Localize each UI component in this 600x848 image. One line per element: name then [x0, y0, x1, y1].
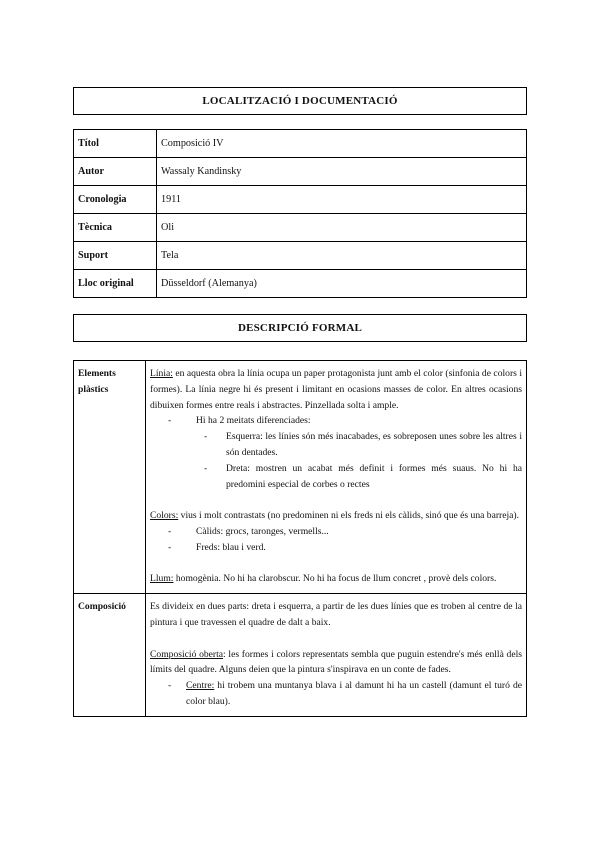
colors-text: vius i molt contrastats (no predominen ni els freds ni els càlids, sinó que és una barreja).: [178, 510, 520, 522]
info-label: Lloc original: [74, 270, 157, 298]
description-table: [73, 360, 527, 717]
info-label: Suport: [74, 242, 157, 270]
composicio-intro: Es divideix en dues parts: dreta i esquerra, a partir de les dues línies que es troben al centre de la pintura i que travessen el quadre de dalt a baix.: [150, 601, 522, 628]
info-value: Composició IV: [157, 130, 527, 158]
info-table: [73, 129, 527, 298]
list-item: - Freds: blau i verd.: [150, 540, 522, 556]
info-label: Cronologia: [74, 186, 157, 214]
colors-title: Colors:: [150, 510, 179, 522]
info-label: Autor: [74, 158, 157, 186]
info-label: Títol: [74, 130, 157, 158]
linia-text: en aquesta obra la línia ocupa un paper protagonista junt amb el color (sinfonia de colors i formes). La línia negre hi és present i limitant en ocasions masses de color. En altres ocasions dibuixen formes entre reals i abstractes. Pinzellada solta i ample.: [150, 368, 522, 411]
info-value: 1911: [157, 186, 527, 214]
list-item: - Esquerra: les línies són més inacabades, es sobreposen unes sobre les altres i són dentades.: [150, 429, 522, 461]
oberta-title: Composició oberta: [150, 648, 224, 660]
table-row: [74, 130, 527, 158]
list-item: - Dreta: mostren un acabat més definit i formes més suaus. No hi ha predomini especial de corbes o rectes: [150, 461, 522, 493]
list-item: - Hi ha 2 meitats diferenciades:: [150, 413, 522, 429]
info-value: Oli: [157, 214, 527, 242]
llum-text: homogènia. No hi ha clarobscur. No hi ha focus de llum concret , provè dels colors.: [173, 573, 497, 585]
table-row: [74, 186, 527, 214]
centre-text: hi trobem una muntanya blava i al damunt hi ha un castell (damunt el turó de color blau).: [186, 680, 522, 707]
composicio-content: [146, 594, 527, 717]
info-label: Tècnica: [74, 214, 157, 242]
info-value: Tela: [157, 242, 527, 270]
list-item: - Càlids: grocs, taronges, vermells...: [150, 524, 522, 540]
colors-paragraph: [150, 508, 522, 524]
elements-label: Elements plàstics: [74, 361, 146, 594]
linia-title: Línia:: [150, 368, 173, 379]
table-row: [74, 242, 527, 270]
section-title-descripcio: DESCRIPCIÓ FORMAL: [73, 314, 527, 342]
table-row: [74, 594, 527, 717]
oberta-text: : les formes i colors representats sembla que puguin estendre's més enllà dels límits del quadre. Alguns deien que la pintura s'inspirava en un conte de fades.: [150, 648, 522, 676]
centre-title: Centre:: [186, 680, 215, 692]
table-row: [74, 361, 527, 594]
table-row: [74, 214, 527, 242]
llum-title: Llum:: [150, 573, 174, 585]
elements-content: [146, 361, 527, 594]
oberta-paragraph: [150, 647, 522, 679]
table-row: [74, 158, 527, 186]
info-value: Wassaly Kandinsky: [157, 158, 527, 186]
table-row: [74, 270, 527, 298]
info-value: Düsseldorf (Alemanya): [157, 270, 527, 298]
linia-paragraph: [150, 366, 522, 413]
list-item: [150, 678, 522, 710]
llum-paragraph: [150, 571, 522, 587]
composicio-label: Composició: [74, 594, 146, 717]
section-title-localitzacio: LOCALITZACIÓ I DOCUMENTACIÓ: [73, 87, 527, 115]
